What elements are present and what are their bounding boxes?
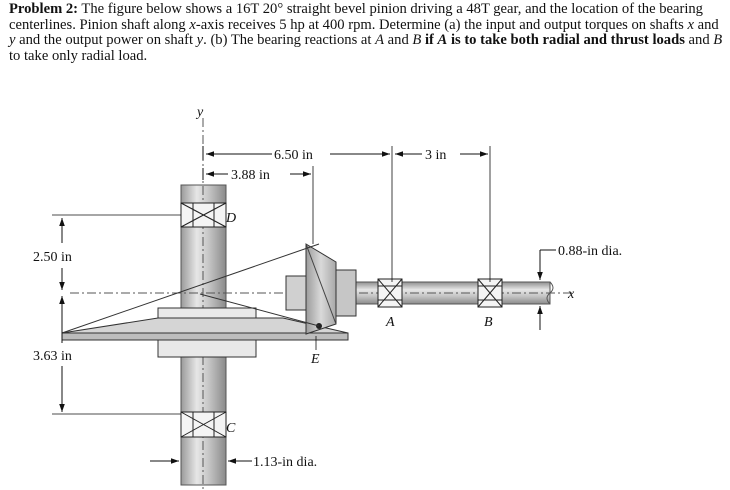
bearing-B	[478, 279, 502, 307]
var-y: y	[9, 32, 16, 49]
var-A: A	[375, 32, 385, 49]
var-y: y	[196, 32, 204, 49]
var-A: A	[437, 32, 448, 49]
dim-label-3-88: 3.88 in	[231, 168, 270, 183]
problem-text: The figure below shows a 16T 20° straight bevel pinion driving a 48T gear, and the location of the bearing centerlines. Pinion shaft along	[9, 1, 703, 33]
var-x: x	[189, 16, 196, 33]
problem-text: and	[384, 32, 413, 49]
var-B: B	[412, 32, 422, 49]
var-B: B	[713, 32, 723, 49]
bearing-A	[378, 279, 402, 307]
dim-label-2-50: 2.50 in	[33, 250, 72, 265]
bearing-D	[181, 203, 226, 227]
label-E: E	[311, 352, 320, 367]
problem-text: -axis receives 5 hp at 400 rpm. Determine (a) the input and output torques on shafts	[195, 16, 688, 33]
problem-text: and	[684, 32, 714, 49]
bevel-pinion	[286, 244, 356, 334]
bevel-gear	[62, 308, 348, 357]
dim-label-6-50: 6.50 in	[274, 148, 313, 163]
axis-label-x: x	[568, 287, 575, 302]
var-x: x	[687, 16, 694, 33]
dim-label-1-13: 1.13-in dia.	[253, 455, 318, 470]
bearing-C	[181, 412, 226, 437]
label-C: C	[226, 421, 236, 436]
bold-condition: is to take both radial and thrust loads	[450, 32, 685, 49]
label-D: D	[226, 211, 237, 226]
problem-text: . (b) The bearing reactions at	[203, 32, 376, 49]
bold-if: if	[424, 32, 434, 49]
dim-label-3-63: 3.63 in	[33, 349, 72, 364]
axis-label-y: y	[197, 105, 204, 120]
dim-label-3: 3 in	[425, 148, 447, 163]
label-A: A	[386, 315, 395, 330]
problem-number: Problem 2:	[9, 1, 79, 17]
problem-text: to take only radial load.	[9, 47, 148, 64]
label-B: B	[484, 315, 493, 330]
problem-text: and the output power on shaft	[15, 32, 197, 49]
dim-3	[395, 146, 490, 282]
problem-text: and	[693, 16, 719, 33]
dim-label-0-88: 0.88-in dia.	[558, 244, 623, 259]
